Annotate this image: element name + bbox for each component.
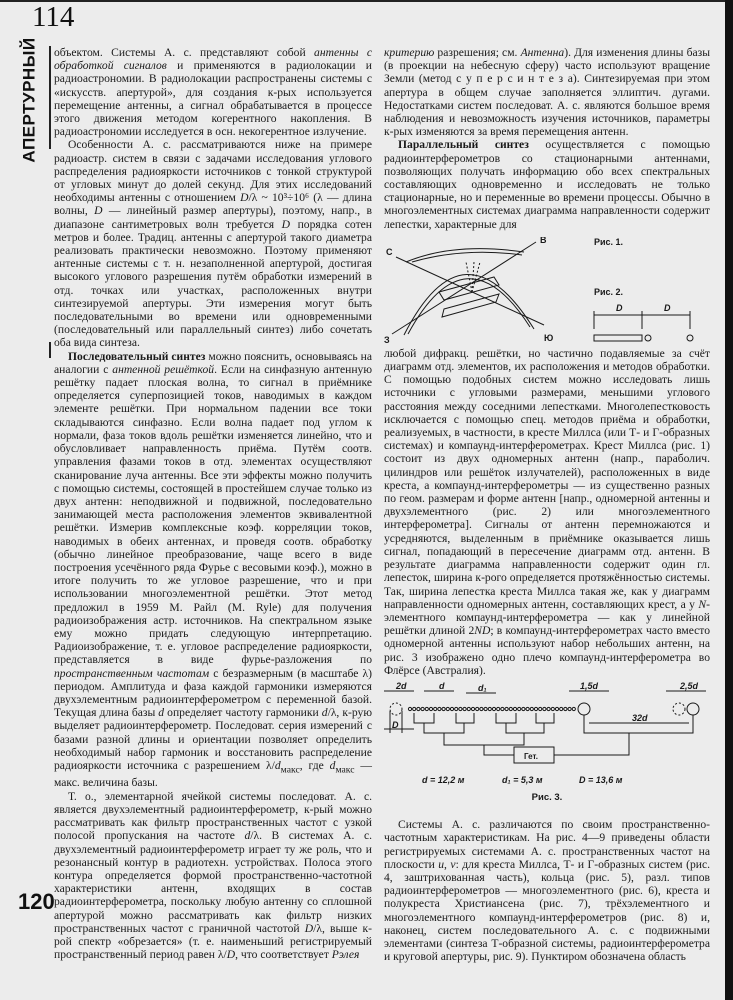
fig3-small-antenna xyxy=(526,707,529,710)
fig3-small-antenna xyxy=(417,707,420,710)
fig3-dashed-antenna-left xyxy=(390,703,402,715)
fig3-small-antenna xyxy=(480,707,483,710)
fig2-element-2 xyxy=(687,335,693,341)
fig3-legend-D: D = 13,6 м xyxy=(579,774,623,785)
fig3-label-1-5d: 1,5d xyxy=(580,680,599,691)
top-rule xyxy=(0,0,725,2)
fig3-small-antenna xyxy=(543,707,546,710)
fig3-label-D: D xyxy=(392,719,399,730)
figures-1-2 xyxy=(384,237,710,347)
fig1-label-yu: Ю xyxy=(544,332,554,343)
fig3-label-d: d xyxy=(439,680,445,691)
figure-1-mills-cross xyxy=(384,237,710,347)
fig1-caption: Рис. 1. xyxy=(594,236,624,247)
paragraph: Системы А. с. различаются по своим пространственно-частотным характеристикам. На рис. 4—9 приведены области регистрируемых системами А. с. пространственных частот на плоскости u, v: для креста Миллса, Т- и Г-образных систем (рис. 4, заштрихованная часть), кольца (рис. 5), разл. типов радиоинтерферометров — многоэлементного (рис. 6), креста и полукреста Христиансена (рис. 7), трёхэлементного и многоэлементного компаунд-интерферометров (рис. 8) и, наконец, систем последовательного А. с. с подвижными элементами (синтеза Т-образной системы, радиоинтерферометра и круговой апертуры, рис. 9). Пунктиром обозначена область xyxy=(384,818,711,964)
fig1-label-z: З xyxy=(384,334,390,345)
fig3-small-antenna xyxy=(484,707,487,710)
fig3-small-antenna xyxy=(522,707,525,710)
fig3-small-antenna xyxy=(555,707,558,710)
fig3-legend-d1: d₁ = 5,3 м xyxy=(502,774,543,785)
fig3-small-antenna xyxy=(408,707,411,710)
fig3-small-antenna xyxy=(497,707,500,710)
fig1-arc-3 xyxy=(406,249,524,262)
page-edge-shadow xyxy=(725,0,733,1000)
fig3-small-antenna xyxy=(455,707,458,710)
fig3-small-antenna xyxy=(492,707,495,710)
fig3-label-2d: 2d xyxy=(396,680,407,691)
fig3-large-antenna-1 xyxy=(578,703,590,715)
running-title xyxy=(14,37,46,163)
fig1-label-c: С xyxy=(386,246,393,257)
fig3-small-antenna xyxy=(505,707,508,710)
fig3-small-antenna xyxy=(442,707,445,710)
fig3-small-antenna xyxy=(467,707,470,710)
paragraph: любой дифракц. решётки, но частично подавляемые за счёт диаграмм отд. элементов, их расположения и методов обработки. С помощью подобных систем можно исследовать лишь источники с угловыми размерами, меньшими углового расстояния между соседними лепестками. Многолепестковость исключается с помощью спец. методов приёма и обработки, реализуемых, в частности, в кресте Миллса (или Т- и Г-образных системах) и компаунд-интерферометрах. Крест Миллса (рис. 1) состоит из двух одномерных антенн (напр., параболич. цилиндров или решёток излучателей), расположенных в виде креста, а компаунд-интерферометры — из существенно разных по геом. размерам и форме антенн [напр., одномерной антенны и двухэлементного (рис. 2) или многоэлементного интерферометра]. Сигналы от антенн перемножаются и усредняются, выделенным в приёмнике оказывается лишь сигнал, попадающий в пересечение диаграмм отд. антенн. В результате диаграмма направленности содержит один гл. лепесток, ширина к-рого определяется протяжённостью системы. Так, ширина лепестка креста Миллса такая же, как у диаграмм направленности одномерных антенн, составляющих крест, а у N-элементного компаунд-интерферометра — как у линейной решётки длиной 2ND; в компаунд-интерферометрах часто вместо одномерной антенны используют набор небольших антенн, на рис. 3 изображено одно плечо компаунд-интерферометра во Флёрсе (Австралия). xyxy=(384,346,711,677)
fig3-caption: Рис. 3. xyxy=(531,791,563,803)
fig3-small-antenna xyxy=(429,707,432,710)
page-number: 114 xyxy=(32,1,75,33)
fig3-label-32d: 32d xyxy=(632,712,648,723)
paragraph: Особенности А. с. рассматриваются ниже на примере радиоастр. систем в связи с задачами исследования углового распределения радиояркости источников с тонкой структурой от угловых минут до долей секунд. Для этих исследований необходимы антенны с отношением D/λ ~ 10³÷10⁶ (λ — длина волны, D — линейный размер апертуры), поэтому, напр., в диапазоне сантиметровых волн требуется D порядка сотен метров и более. Традиц. антенны с апертурой такого диаметра реализовать практически невозможно. Поэтому применяют антенные системы с т. н. незаполненной апертурой, достигая высокого углового разрешения путём обработки измерений в отд. точках или участках, расположенных внутри синтезируемой апертуры. Эти измерения могут быть последовательными во времени или одновременными (последовательный или параллельный синтез) либо сочетать оба вида синтеза. xyxy=(54,138,372,350)
fig3-small-antenna xyxy=(413,707,416,710)
margin-number: 120 xyxy=(18,889,55,914)
fig2-element-1 xyxy=(645,335,651,341)
fig3-small-antenna xyxy=(459,707,462,710)
fig3-small-antenna xyxy=(425,707,428,710)
fig3-small-antenna xyxy=(572,707,575,710)
fig3-small-antenna xyxy=(539,707,542,710)
fig3-dashed-antenna-right xyxy=(673,703,685,715)
fig3-small-antenna xyxy=(534,707,537,710)
fig3-legend-d: d = 12,2 м xyxy=(422,774,465,785)
fig3-small-antenna xyxy=(438,707,441,710)
fig1-arm-z-v xyxy=(392,242,536,334)
fig3-label-d1: d₁ xyxy=(478,682,487,693)
fig3-small-antenna xyxy=(547,707,550,710)
fig1-arc-2 xyxy=(408,279,530,334)
fig3-small-antenna xyxy=(518,707,521,710)
fig3-small-antenna xyxy=(450,707,453,710)
figure-2-compound-interferometer xyxy=(594,311,693,341)
fig3-small-antenna xyxy=(551,707,554,710)
fig3-small-antenna xyxy=(463,707,466,710)
fig2-linear-antenna xyxy=(594,335,642,341)
fig3-small-antenna xyxy=(501,707,504,710)
fig3-small-antenna xyxy=(560,707,563,710)
fig3-small-antenna xyxy=(471,707,474,710)
fig1-label-v: В xyxy=(540,236,547,245)
margin-bar-2 xyxy=(49,342,51,358)
fig1-arc-4 xyxy=(412,252,522,262)
fig3-small-antenna xyxy=(568,707,571,710)
fig3-small-antenna xyxy=(513,707,516,710)
paragraph: объектом. Системы А. с. представляют собой антенны с обработкой сигналов и применяются в радиолокации и радиоастрономии. В радиолокации распространены системы с «искусств. апертурой», для создания к-рых используется перемещение антенны, а сигнал обрабатывается в процессе этого движения методом когерентного накопления. В радиоастрономии исследуется в осн. некогерентное излучение. xyxy=(54,46,372,139)
paragraph: критерию разрешения; см. Антенна). Для изменения длины базы (в проекции на небесную сферу) часто используют вращение Земли (метод с у п е р с и н т е з а). Синтезируемая при этом апертура в общем случае заполняется эллиптич. дугами. Недостатками систем последоват. А. с. являются большое время наблюдения и невозможность изучения источников, параметры к-рых изменяются за время перемещения антенн. xyxy=(384,46,711,139)
fig3-small-antennas xyxy=(408,707,575,710)
fig3-small-antenna xyxy=(434,707,437,710)
margin-bar-1 xyxy=(49,46,51,149)
fig3-small-antenna xyxy=(509,707,512,710)
fig3-small-antenna xyxy=(476,707,479,710)
fig1-antenna-2 xyxy=(442,294,499,317)
figure-3 xyxy=(384,681,710,789)
fig2-label-d2: D xyxy=(664,302,671,313)
fig3-receiver-label: Гет. xyxy=(524,751,538,761)
fig2-caption: Рис. 2. xyxy=(594,286,624,297)
fig3-small-antenna xyxy=(446,707,449,710)
fig3-small-antenna xyxy=(421,707,424,710)
paragraph: Последовательный синтез можно пояснить, основываясь на аналогии с антенной решёткой. Если на синфазную антенную решётку падает плоская волна, то сигнал в приёмнике определяется суперпозицией токов, наводимых в каждом элементе решётки. При нормальном падении все токи складываются синфазно. Если волна падает под углом к нормали, фаза токов вдоль решётки изменяется линейно, что и обусловливает направленность приёма. Путём соотв. управления фазами токов в отд. элементах осуществляют сканирование луча антенны. Все эти эффекты можно получить с помощью системы, состоящей в простейшем случае только из двух антенн: неподвижной и подвижной, последовательно занимающей места расположения элементов эквивалентной решётки. Измерив комплексные коэф. корреляции токов, наводимых в обеих антеннах, и проведя соотв. обработку (обычно линейное преобразование, чаще всего в виде построения усечённого ряда Фурье с весовыми коэф.), можно в итоге получить то же угловое разрешение, что и при использовании многоэлементной решётки. Этот метод предложил в 1959 М. Райл (M. Ryle) для получения радиоизображения астр. источников. На спектральном языке ему можно придать следующую интерпретацию. Радиоизображение, т. е. угловое распределение радиояркости, представляется в виде фурье-разложения по пространственным частотам с безразмерным (в масштабе λ) периодом. Амплитуда и фаза каждой гармоники измеряются двухэлементным радиоинтерферометром с переменной базой. Текущая длина базы d определяет частоту гармоники d/λ, к-рую выделяет радиоинтерферометр. Последоват. серия измерений с базами разной длины и ориентации позволяет определить необходимый набор гармоник и восстановить распределение радиояркости источника с разрешением $\lambda/d_{макс}$, где $d_{макс}$ — макс. величина базы. xyxy=(54,349,373,790)
fig3-large-antenna-2 xyxy=(687,703,699,715)
running-title-text: АПЕРТУРНЫЙ xyxy=(20,37,40,163)
paragraph: Т. о., элементарной ячейкой системы последоват. А. с. является двухэлементный радиоинтерферометр, к-рый можно рассматривать как фильтр пространственных частот с узкой полосой пропускания на частоте d/λ. В системах А. с. двухэлементный радиоинтерферометр играет ту же роль, что и резонансный контур в радиотехн. устройствах. Полоса этого контура определяется формой пространственно-частотной характеристики антенн, входящих в состав радиоинтерферометра, поскольку любую антенну со сплошной апертурой можно рассматривать как фильтр низких пространственных частот с граничной частотой D/λ, выше к-рой спектр «обрезается» (т. е. наименьший регистрируемый пространственный период равен λ/D, что соответствует Рэлея xyxy=(54,789,372,962)
right-column xyxy=(384,46,710,963)
fig3-small-antenna xyxy=(564,707,567,710)
paragraph: Параллельный синтез осуществляется с помощью радиоинтерферометров со стационарными антеннами, позволяющих получать информацию обо всех спектральных составляющих одновременно и исследовать не только стационарные, но и переменные во времени процессы. Обычно в многоэлементных системах диаграмма направленности содержит лепестки, характерные для xyxy=(384,138,710,231)
fig3-small-antenna xyxy=(530,707,533,710)
fig2-label-d1: D xyxy=(616,302,623,313)
figure-3-fleurs-interferometer xyxy=(384,681,710,789)
left-column xyxy=(54,46,372,961)
fig3-small-antenna xyxy=(488,707,491,710)
fig3-label-2-5d: 2,5d xyxy=(680,680,699,691)
